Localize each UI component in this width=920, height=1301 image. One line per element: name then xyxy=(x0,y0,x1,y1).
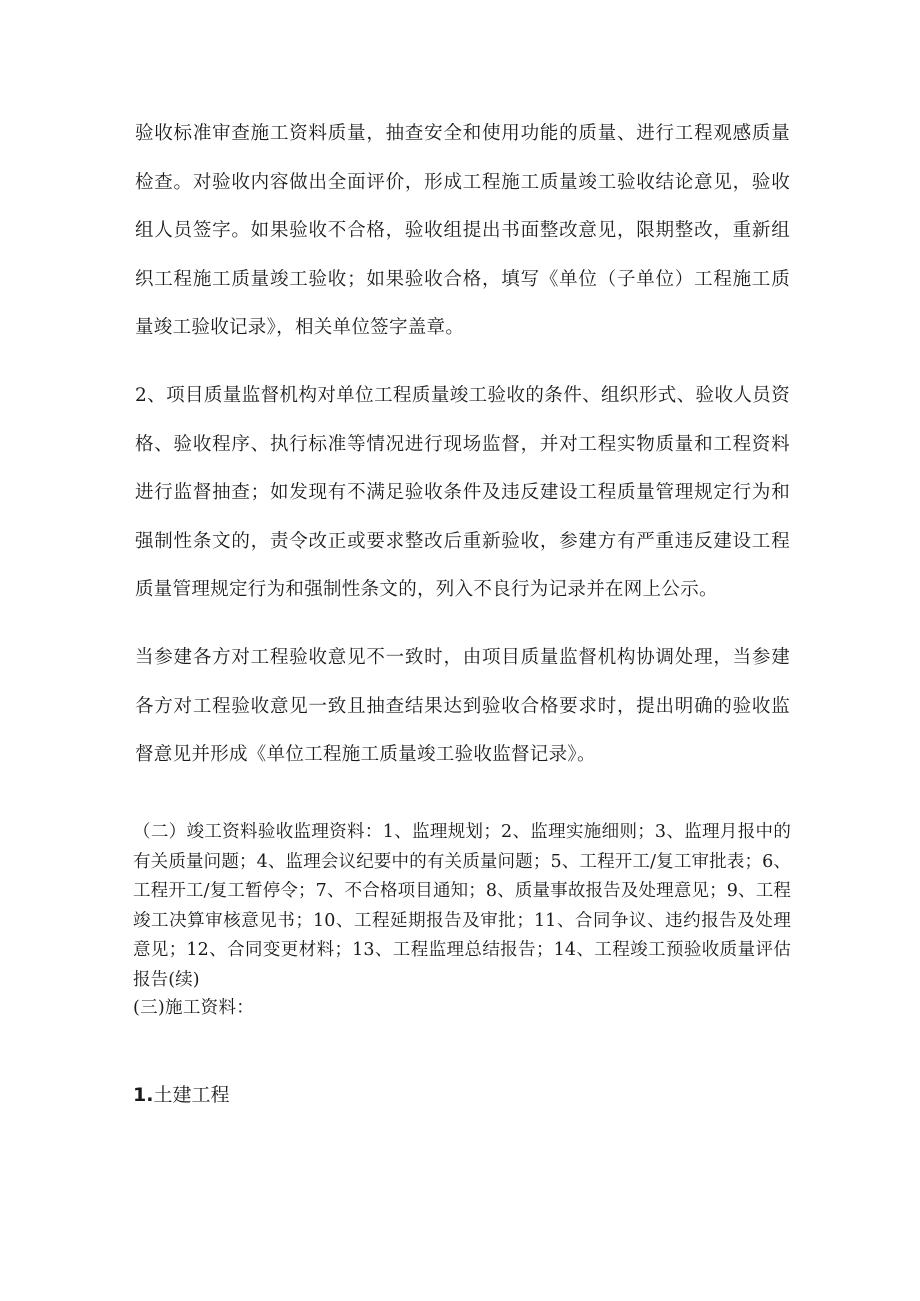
paragraph-construction-documents: (三)施工资料： xyxy=(133,998,255,1018)
section-heading-text: 土建工程 xyxy=(153,1084,230,1106)
paragraph-dispute-coordination: 当参建各方对工程验收意见不一致时，由项目质量监督机构协调处理，当参建各方对工程验收意见一致且抽查结果达到验收合格要求时，提出明确的验收监督意见并形成《单位工程施工质量竣工验收监督记录》。 xyxy=(135,647,790,765)
paragraph-supervision-documents: （二）竣工资料验收监理资料：1、监理规划；2、监理实施细则；3、监理月报中的有关质量问题；4、监理会议纪要中的有关质量问题；5、工程开工/复工审批表；6、工程开工/复工暂停令；7、不合格项目通知；8、质量事故报告及处理意见；9、工程竣工决算审核意见书；10、工程延期报告及审批；11、合同争议、违约报告及处理意见；12、合同变更材料；13、工程监理总结报告；14、工程竣工预验收质量评估报告(续) xyxy=(133,822,791,990)
paragraph-acceptance-review: 验收标准审查施工资料质量，抽查安全和使用功能的质量、进行工程观感质量检查。对验收内容做出全面评价，形成工程施工质量竣工验收结论意见，验收组人员签字。如果验收不合格，验收组提出书面整改意见，限期整改，重新组织工程施工质量竣工验收；如果验收合格，填写《单位（子单位）工程施工质量竣工验收记录》，相关单位签字盖章。 xyxy=(135,123,790,338)
section-heading xyxy=(133,1080,229,1110)
section-heading-number: 1. xyxy=(133,1084,154,1106)
paragraph-supervision-inspection: 2、项目质量监督机构对单位工程质量竣工验收的条件、组织形式、验收人员资格、验收程序、执行标准等情况进行现场监督，并对工程实物质量和工程资料进行监督抽查；如发现有不满足验收条件及违反建设工程质量管理规定行为和强制性条文的，责令改正或要求整改后重新验收，参建方有严重违反建设工程质量管理规定行为和强制性条文的，列入不良行为记录并在网上公示。 xyxy=(135,385,790,600)
